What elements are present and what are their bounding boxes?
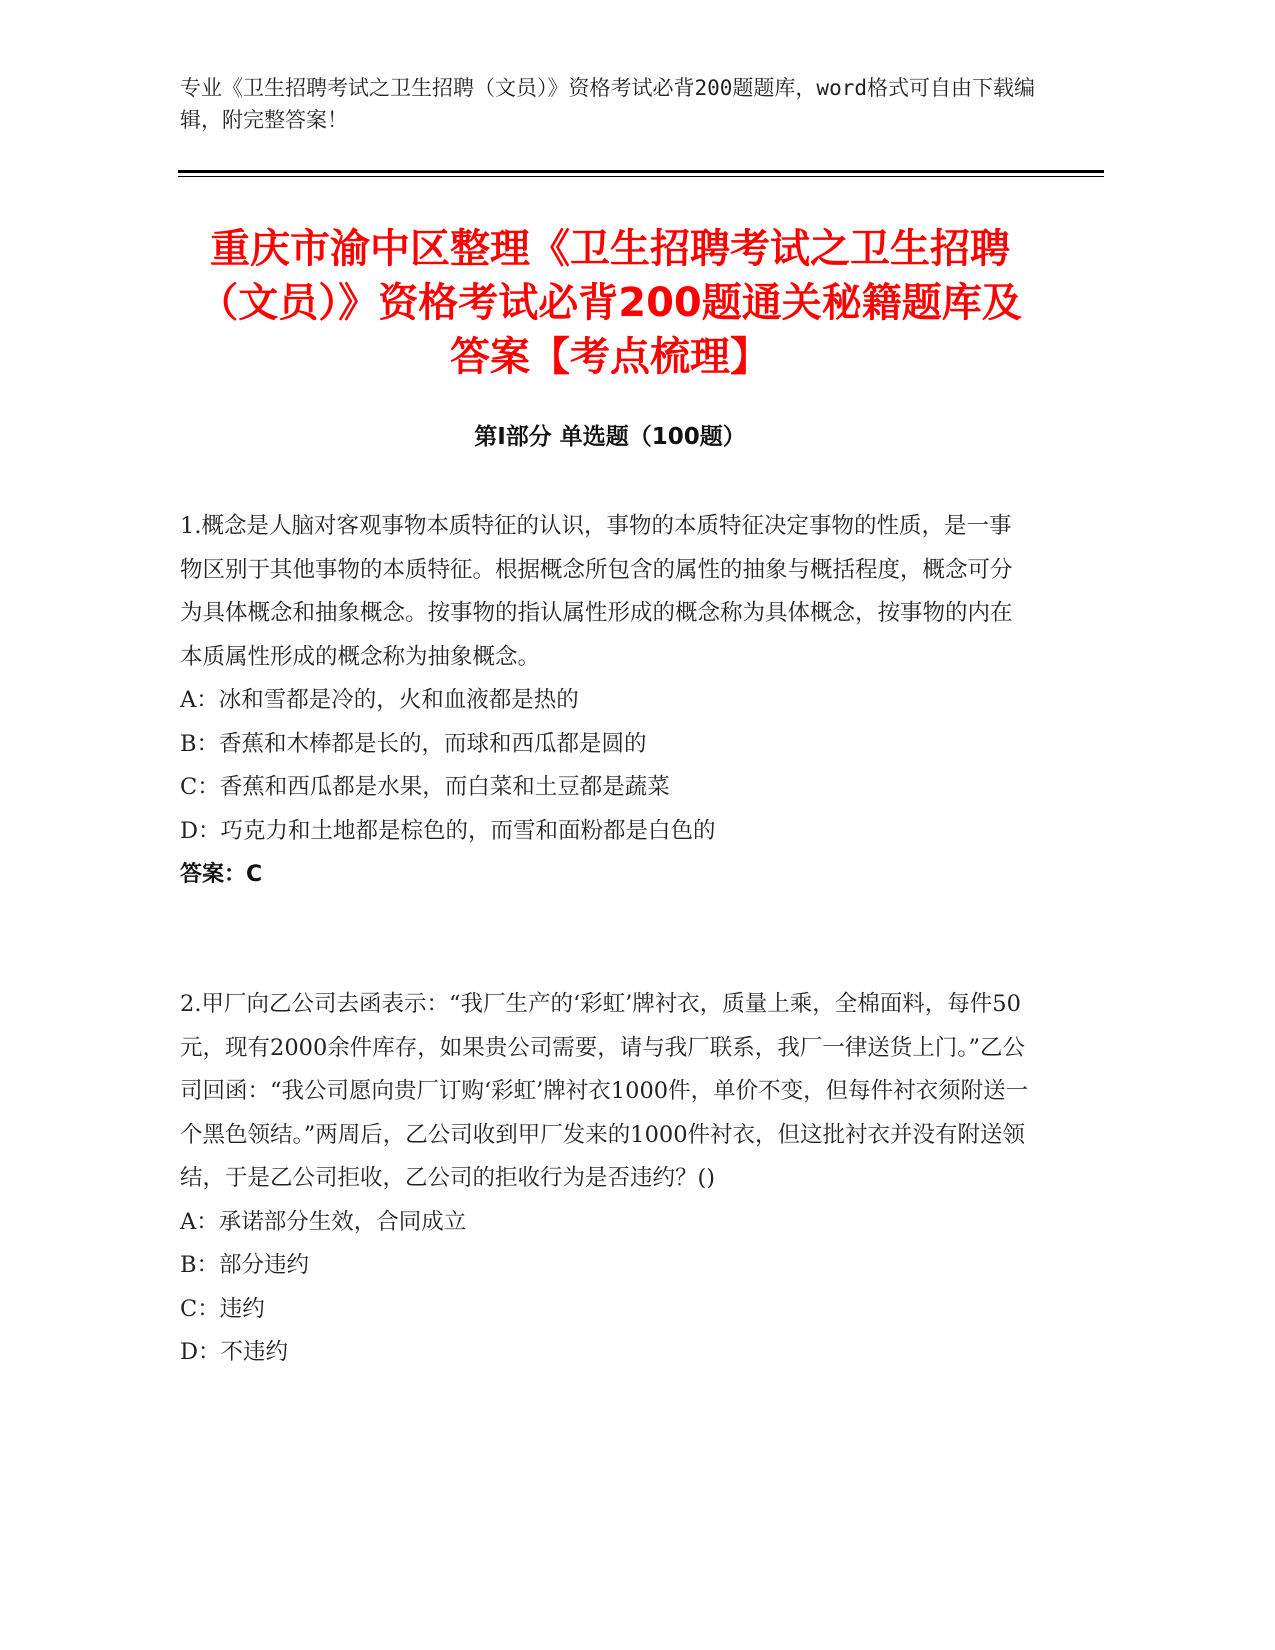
option-d: D：巧克力和土地都是棕色的，而雪和面粉都是白色的 (180, 817, 716, 844)
answer: 答案：C (180, 862, 263, 887)
option-a: A：承诺部分生效，合同成立 (180, 1208, 467, 1235)
option-b: B：香蕉和木棒都是长的，而球和西瓜都是圆的 (180, 730, 647, 757)
option-b: B：部分违约 (180, 1252, 310, 1278)
option-d: D：不违约 (180, 1339, 289, 1365)
question-text: 1.概念是人脑对客观事物本质特征的认识，事物的本质特征决定事物的性质，是一事物区别于其他事物的本质特征。根据概念所包含的属性的抽象与概括程度，概念可分为具体概念和抽象概念。按事物的指认属性形成的概念称为具体概念，按事物的内在本质属性形成的概念称为抽象概念。 (180, 513, 1013, 670)
section-title: 第I部分 单选题（100题） (474, 424, 746, 450)
option-c: C：违约 (180, 1295, 265, 1322)
question-text: 2.甲厂向乙公司去函表示：“我厂生产的‘彩虹’牌衬衣，质量上乘，全棉面料，每件50元，现有2000余件库存，如果贵公司需要，请与我厂联系，我厂一律送货上门。”乙公司回函：“我公司愿向贵厂订购‘彩虹’牌衬衣1000件，单价不变，但每件衬衣须附送一个黑色领结。”两周后，乙公司收到甲厂发来的1000件衬衣，但这批衬衣并没有附送领结，于是乙公司拒收，乙公司的拒收行为是否违约？() (180, 991, 1029, 1191)
option-a: A：冰和雪都是冷的，火和血液都是热的 (180, 687, 579, 713)
header-note: 专业《卫生招聘考试之卫生招聘（文员）》资格考试必背200题题库，word格式可自由下载编辑，附完整答案！ (180, 76, 1035, 132)
header-divider-thin (178, 176, 1104, 177)
header-divider-thick (178, 170, 1104, 173)
question-1 (180, 505, 1030, 897)
option-c: C：香蕉和西瓜都是水果，而白菜和土豆都是蔬菜 (180, 774, 670, 800)
document-title: 重庆市渝中区整理《卫生招聘考试之卫生招聘（文员）》资格考试必背200题通关秘籍题库及答案【考点梳理】 (198, 226, 1022, 380)
question-2 (180, 983, 1030, 1375)
